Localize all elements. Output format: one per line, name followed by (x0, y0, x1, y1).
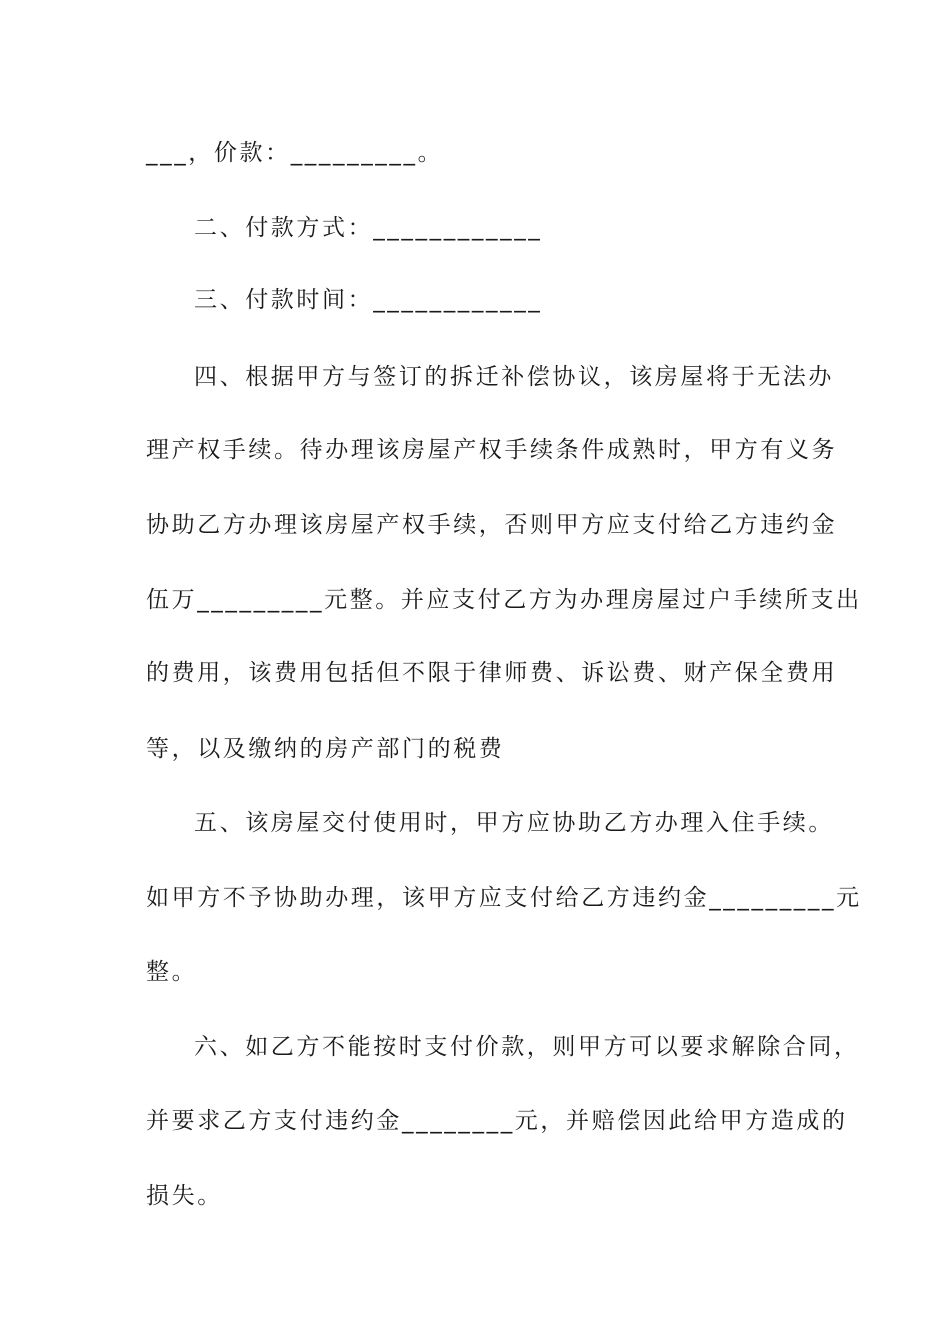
clause-4-line-3: 协助乙方办理该房屋产权手续，否则甲方应支付给乙方违约金 (146, 512, 838, 538)
clause-4-line-5: 的费用，该费用包括但不限于律师费、诉讼费、财产保全费用 (146, 660, 838, 686)
clause-4-line-6: 等，以及缴纳的房产部门的税费 (146, 736, 505, 762)
clause-4-line-4: 伍万_________元整。并应支付乙方为办理房屋过户手续所支出 (146, 587, 862, 613)
clause-6-line-2: 并要求乙方支付违约金________元，并赔偿因此给甲方造成的 (146, 1108, 848, 1134)
clause-5-line-1: 五、该房屋交付使用时，甲方应协助乙方办理入住手续。 (194, 810, 834, 836)
clause-2-payment-method: 二、付款方式：____________ (194, 215, 543, 241)
clause-6-line-3: 损失。 (146, 1183, 223, 1209)
clause-3-payment-time: 三、付款时间：____________ (194, 287, 543, 313)
clause-5-line-2: 如甲方不予协助办理，该甲方应支付给乙方违约金_________元 (146, 885, 862, 911)
clause-6-line-1: 六、如乙方不能按时支付价款，则甲方可以要求解除合同， (194, 1034, 860, 1060)
clause-4-line-2: 理产权手续。待办理该房屋产权手续条件成熟时，甲方有义务 (146, 437, 838, 463)
clause-4-line-1: 四、根据甲方与签订的拆迁补偿协议，该房屋将于无法办 (194, 364, 834, 390)
clause-5-line-3: 整。 (146, 959, 198, 985)
text-line-price: ___，价款：_________。 (146, 140, 444, 166)
